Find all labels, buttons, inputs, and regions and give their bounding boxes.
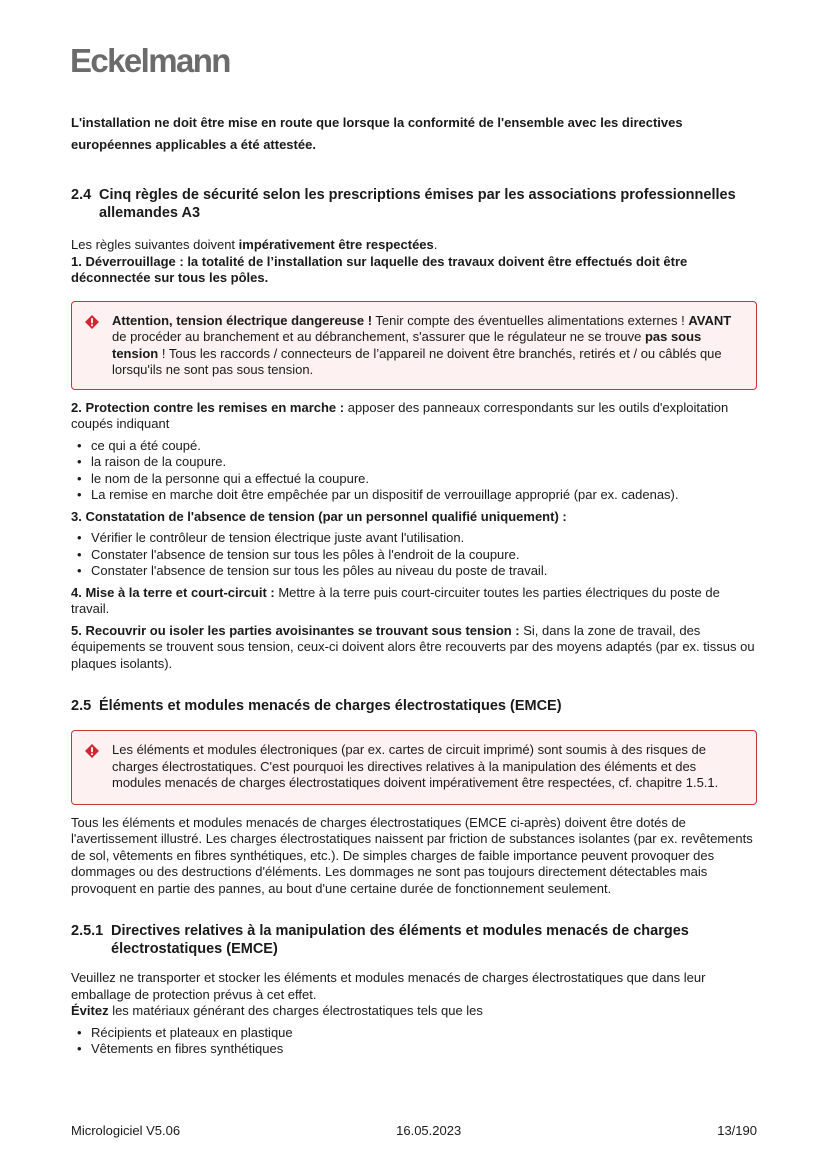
rule-3: 3. Constatation de l'absence de tension (par un personnel qualifié uniquement) :	[71, 508, 567, 524]
warning-box-voltage	[71, 301, 757, 390]
section-heading-2-5: 2.5 Éléments et modules menacés de charges électrostatiques (EMCE)	[71, 698, 562, 714]
rule-1: 1. Déverrouillage : la totalité de l’installation sur laquelle des travaux doivent être effectués doit être déconnectée sur tous les pôles.	[71, 253, 688, 285]
rule-2: 2. Protection contre les remises en marche : apposer des panneaux correspondants sur les outils d'exploitation coupés indiquant	[71, 399, 729, 431]
rule-2-list	[71, 438, 757, 504]
rule-4: 4. Mise à la terre et court-circuit : Mettre à la terre puis court-circuiter toutes les parties électriques du poste de travail.	[71, 584, 720, 616]
warning-text-esd: Les éléments et modules électroniques (par ex. cartes de circuit imprimé) sont soumis à des risques de charges électrostatiques. C'est pourquoi les directives relatives à la manipulation des éléments et des modules menacés de charges électrostatiques doivent impérativement être respectées, cf. chapitre 1.5.1.	[112, 742, 719, 790]
warning-diamond-icon	[85, 315, 99, 329]
list-item: • la raison de la coupure.	[71, 454, 757, 471]
section-heading-2-5-1: 2.5.1 Directives relatives à la manipulation des éléments et modules menacés de charges électrostatiques (EMCE)	[71, 923, 689, 957]
footer-date: 16.05.2023	[396, 1123, 462, 1138]
list-item: • Vérifier le contrôleur de tension électrique juste avant l'utilisation.	[71, 530, 757, 547]
list-item: • le nom de la personne qui a effectué la coupure.	[71, 471, 757, 488]
avoid-list	[71, 1025, 757, 1058]
intro-paragraph: L'installation ne doit être mise en route que lorsque la conformité de l'ensemble avec les directives européennes applicables a été attestée.	[71, 115, 683, 152]
warning-box-esd	[71, 730, 757, 805]
warning-text-voltage: Attention, tension électrique dangereuse ! Tenir compte des éventuelles alimentations externes ! AVANT de procéder au branchement et au débranchement, s'assurer que le régulateur ne se trouve pas sous tension ! Tous les raccords / connecteurs de l’appareil ne doivent être branchés, retirés et / ou câblés que lorsqu'ils ne sont pas sous tension.	[112, 312, 732, 377]
handling-paragraph: Veuillez ne transporter et stocker les éléments et modules menacés de charges électrostatiques que dans leur emballage de protection prévus à cet effet.	[71, 970, 706, 1002]
list-item: • La remise en marche doit être empêchée par un dispositif de verrouillage approprié (par ex. cadenas).	[71, 487, 757, 504]
avoid-paragraph: Évitez les matériaux générant des charges électrostatiques tels que les	[71, 1003, 483, 1018]
brand-logo: Eckelmann	[70, 42, 230, 79]
page-content	[71, 112, 757, 1058]
list-item: • Constater l'absence de tension sur tous les pôles à l'endroit de la coupure.	[71, 547, 757, 564]
list-item: • Vêtements en fibres synthétiques	[71, 1041, 757, 1058]
rule-5: 5. Recouvrir ou isoler les parties avoisinantes se trouvant sous tension : Si, dans la zone de travail, des équipements se trouvent sous tension, ceux-ci doivent alors être recouverts par des moyens adaptés (par ex. tissus ou plaques isolants).	[71, 622, 755, 671]
warning-diamond-icon	[85, 744, 99, 758]
footer-page-number: 13/190	[717, 1123, 757, 1138]
list-item: • Récipients et plateaux en plastique	[71, 1025, 757, 1042]
rules-lead: Les règles suivantes doivent impérativement être respectées.	[71, 237, 438, 252]
esd-paragraph: Tous les éléments et modules menacés de charges électrostatiques (EMCE ci-après) doivent être dotés de l'avertissement illustré. Les charges électrostatiques naissent par friction de substances isolantes (par ex. revêtements de sol, vêtements en fibres synthétiques, etc.). De simples charges de faible importance peuvent provoquer des dommages ou des destructions d'éléments. Les dommages ne sont pas toujours directement détectables mais provoquent en partie des pannes, au bout d'une certaine durée de fonctionnement seulement.	[71, 814, 753, 896]
list-item: • Constater l'absence de tension sur tous les pôles au niveau du poste de travail.	[71, 563, 757, 580]
list-item: • ce qui a été coupé.	[71, 438, 757, 455]
page-footer	[71, 1123, 757, 1140]
section-heading-2-4: 2.4 Cinq règles de sécurité selon les prescriptions émises par les associations professionnelles allemandes A3	[71, 187, 736, 221]
rule-3-list	[71, 530, 757, 580]
footer-firmware: Micrologiciel V5.06	[71, 1123, 181, 1138]
